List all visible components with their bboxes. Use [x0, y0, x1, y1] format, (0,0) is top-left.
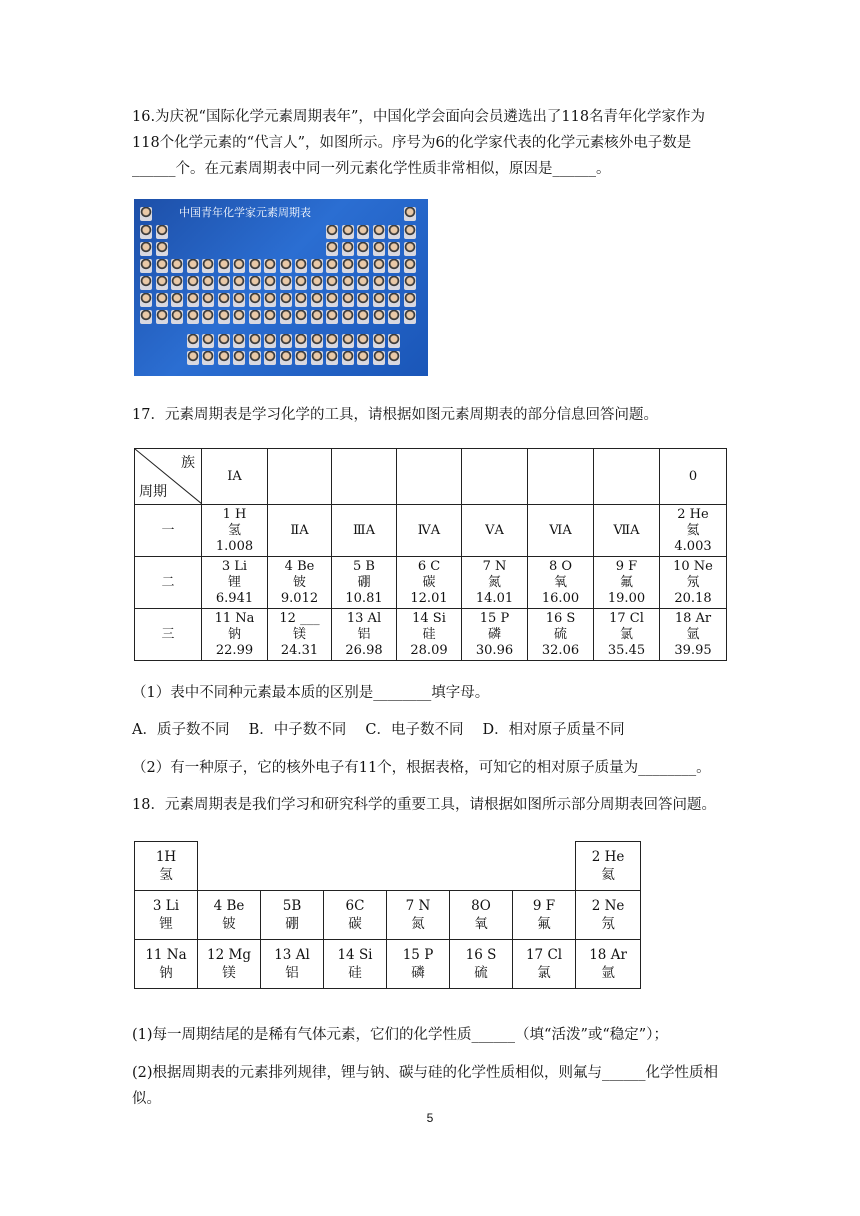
portrait — [388, 334, 400, 348]
element-cell — [513, 891, 576, 940]
element-symbol: 12 Mg — [207, 947, 251, 963]
portrait — [140, 207, 152, 221]
portrait — [202, 259, 214, 273]
portrait — [295, 334, 307, 348]
element-cell — [513, 940, 576, 989]
element-name: 氦 — [601, 867, 615, 883]
element-cell — [528, 609, 594, 661]
element-symbol: 9 F — [532, 898, 556, 914]
q18-sub2: (2)根据周期表的元素排列规律，锂与钠、碳与硅的化学性质相似，则氟与______化学性质相似。 — [132, 1065, 719, 1107]
portrait — [295, 293, 307, 307]
portrait — [326, 293, 338, 307]
element-cell — [268, 557, 332, 609]
portrait — [388, 310, 400, 324]
element-cell — [594, 557, 660, 609]
portrait — [218, 334, 230, 348]
portrait — [249, 259, 261, 273]
portrait — [388, 293, 400, 307]
portrait — [233, 276, 245, 290]
portrait — [140, 310, 152, 324]
element-cell — [332, 609, 397, 661]
element-name: 氩 — [601, 965, 615, 981]
portrait — [311, 276, 323, 290]
portrait — [357, 276, 369, 290]
element-mass: 19.00 — [607, 590, 646, 606]
group-header-1a: ⅠA — [202, 449, 268, 505]
group-header-5a: ⅤA — [462, 505, 528, 557]
portrait — [311, 310, 323, 324]
empty-cell — [397, 449, 462, 505]
element-symbol: 6C — [345, 898, 365, 914]
portrait — [140, 225, 152, 239]
portrait — [187, 276, 199, 290]
element-name: 氖 — [601, 916, 615, 932]
portrait — [264, 259, 276, 273]
element-symbol: 12 ___ — [279, 610, 320, 626]
portrait — [311, 293, 323, 307]
portrait — [357, 334, 369, 348]
period-label: 周期 — [139, 484, 167, 500]
portrait — [264, 293, 276, 307]
portrait — [156, 225, 168, 239]
portrait — [404, 310, 416, 324]
group-header-4a: ⅣA — [397, 505, 462, 557]
element-mass: 16.00 — [541, 590, 580, 606]
element-mass: 20.18 — [674, 590, 712, 606]
element-name: 硅 — [348, 965, 362, 981]
group-label: 族 — [181, 455, 195, 471]
element-name: 镁 — [222, 965, 236, 981]
element-symbol: 16 S — [545, 610, 576, 626]
portrait — [326, 351, 338, 365]
periodic-table-q18 — [134, 841, 641, 989]
element-cell — [528, 557, 594, 609]
portrait — [280, 276, 292, 290]
portrait — [357, 351, 369, 365]
portrait — [140, 293, 152, 307]
element-symbol: 2 He — [591, 849, 625, 865]
portrait — [404, 242, 416, 256]
period-1-label: 一 — [135, 505, 202, 557]
element-name: 铝 — [357, 626, 371, 642]
element-symbol: 10 Ne — [673, 558, 713, 574]
portrait — [249, 276, 261, 290]
element-symbol: 6 C — [417, 558, 441, 574]
element-name: 铝 — [285, 965, 299, 981]
element-name: 氢 — [227, 522, 241, 538]
element-symbol: 15 P — [402, 947, 434, 963]
element-name: 硼 — [285, 916, 299, 932]
portrait — [202, 276, 214, 290]
portrait — [357, 225, 369, 239]
element-symbol: 2 He — [677, 506, 709, 522]
element-symbol: 17 Cl — [609, 610, 644, 626]
element-cell — [462, 609, 528, 661]
element-name: 硼 — [357, 574, 371, 590]
portrait — [326, 334, 338, 348]
element-mass: 22.99 — [215, 642, 254, 658]
portrait — [311, 351, 323, 365]
element-mass: 1.008 — [215, 538, 254, 554]
element-name: 氯 — [619, 626, 633, 642]
portrait — [249, 293, 261, 307]
element-symbol: 3 Li — [221, 558, 248, 574]
portrait — [280, 310, 292, 324]
element-cell-he — [576, 842, 641, 891]
element-cell — [268, 609, 332, 661]
element-cell — [397, 609, 462, 661]
element-symbol: 7 N — [405, 898, 431, 914]
element-mass: 4.003 — [674, 538, 712, 554]
portrait — [388, 351, 400, 365]
portrait — [156, 242, 168, 256]
portrait — [187, 351, 199, 365]
element-name: 铍 — [222, 916, 236, 932]
element-symbol: 13 Al — [346, 610, 382, 626]
q17-sub2: （2）有一种原子，它的核外电子有11个，根据表格，可知它的相对原子质量为________。 — [132, 760, 711, 776]
element-name: 磷 — [411, 965, 425, 981]
portrait — [280, 259, 292, 273]
empty-cell — [528, 449, 594, 505]
element-symbol: 3 Li — [152, 898, 180, 914]
portrait — [156, 310, 168, 324]
element-mass: 6.941 — [215, 590, 254, 606]
element-cell — [387, 891, 450, 940]
element-cell — [135, 940, 198, 989]
portrait — [280, 293, 292, 307]
portrait — [233, 310, 245, 324]
question-17-text: 17．元素周期表是学习化学的工具，请根据如图元素周期表的部分信息回答问题。 — [132, 407, 658, 423]
element-mass: 32.06 — [541, 642, 580, 658]
portrait — [202, 351, 214, 365]
portrait — [373, 293, 385, 307]
portrait — [156, 259, 168, 273]
portrait — [156, 276, 168, 290]
element-name: 碳 — [422, 574, 436, 590]
element-cell — [324, 891, 387, 940]
element-name: 氮 — [487, 574, 501, 590]
element-symbol: 9 F — [615, 558, 638, 574]
group-header-0: 0 — [660, 449, 727, 505]
question-16-text: 16.为庆祝“国际化学元素周期表年”，中国化学会面向会员遴选出了118名青年化学家作为118个化学元素的“代言人”，如图所示。序号为6的化学家代表的化学元素核外电子数是______个。在元素周期表中同一列元素化学性质非常相似，原因是______。 — [132, 109, 706, 177]
page-number: 5 — [426, 1111, 434, 1125]
portrait — [264, 310, 276, 324]
element-cell — [450, 891, 513, 940]
element-name: 氧 — [474, 916, 488, 932]
element-mass: 14.01 — [475, 590, 514, 606]
empty-region — [198, 842, 576, 891]
element-name: 铍 — [292, 574, 306, 590]
portrait — [202, 310, 214, 324]
element-symbol: 11 Na — [214, 610, 255, 626]
empty-cell — [594, 449, 660, 505]
element-mass: 28.09 — [410, 642, 448, 658]
portrait — [187, 334, 199, 348]
element-symbol: 1H — [155, 849, 177, 865]
portrait — [373, 225, 385, 239]
element-symbol: 5B — [282, 898, 302, 914]
portrait — [249, 351, 261, 365]
element-cell — [462, 557, 528, 609]
portrait — [373, 310, 385, 324]
group-header-7a: ⅦA — [594, 505, 660, 557]
element-cell — [576, 891, 641, 940]
element-name: 氢 — [159, 867, 173, 883]
empty-cell — [332, 449, 397, 505]
element-name: 氟 — [619, 574, 633, 590]
element-mass: 39.95 — [674, 642, 712, 658]
element-cell-h — [135, 842, 198, 891]
portrait — [404, 276, 416, 290]
portrait — [388, 225, 400, 239]
portrait — [373, 276, 385, 290]
portrait — [171, 293, 183, 307]
period-3-label: 三 — [135, 609, 202, 661]
portrait — [311, 334, 323, 348]
element-symbol: 1 H — [222, 506, 247, 522]
portrait — [202, 334, 214, 348]
portrait — [357, 293, 369, 307]
portrait — [218, 259, 230, 273]
element-name: 氮 — [411, 916, 425, 932]
portrait — [404, 225, 416, 239]
portrait — [404, 293, 416, 307]
element-symbol: 8O — [471, 898, 491, 914]
portrait — [357, 259, 369, 273]
element-symbol: 18 Ar — [589, 947, 627, 963]
portrait — [326, 310, 338, 324]
portrait — [171, 259, 183, 273]
portrait — [342, 276, 354, 290]
portrait — [357, 242, 369, 256]
element-name: 氩 — [686, 626, 700, 642]
element-name: 硫 — [553, 626, 567, 642]
element-cell-he — [660, 505, 727, 557]
element-cell — [261, 940, 324, 989]
group-header-2a: ⅡA — [268, 505, 332, 557]
image-title: 中国青年化学家元素周期表 — [179, 206, 311, 219]
portrait — [295, 259, 307, 273]
portrait — [264, 276, 276, 290]
portrait — [187, 310, 199, 324]
group-header-3a: ⅢA — [332, 505, 397, 557]
element-cell — [387, 940, 450, 989]
portrait — [264, 351, 276, 365]
element-name: 氖 — [686, 574, 700, 590]
portrait — [233, 351, 245, 365]
element-mass: 10.81 — [345, 590, 383, 606]
portrait — [295, 310, 307, 324]
table-corner-cell — [135, 449, 202, 505]
portrait — [342, 293, 354, 307]
portrait — [373, 242, 385, 256]
chemist-periodic-table-image — [134, 199, 428, 376]
element-cell — [594, 609, 660, 661]
element-name: 氧 — [553, 574, 567, 590]
q18-sub1: (1)每一周期结尾的是稀有气体元素，它们的化学性质______（填“活泼”或“稳定”）； — [132, 1027, 668, 1043]
portrait — [388, 259, 400, 273]
element-symbol: 4 Be — [213, 898, 245, 914]
element-name: 碳 — [348, 916, 362, 932]
portrait — [218, 276, 230, 290]
portrait — [187, 293, 199, 307]
element-mass: 9.012 — [280, 590, 319, 606]
periodic-table-q17 — [134, 448, 727, 661]
element-symbol: 18 Ar — [674, 610, 712, 626]
element-cell — [202, 557, 268, 609]
element-symbol: 11 Na — [145, 947, 187, 963]
portrait — [373, 259, 385, 273]
element-cell — [660, 609, 727, 661]
element-mass: 24.31 — [280, 642, 319, 658]
element-name: 氯 — [537, 965, 551, 981]
element-cell — [261, 891, 324, 940]
element-name: 镁 — [292, 626, 306, 642]
q17-options: A．质子数不同 B．中子数不同 C．电子数不同 D．相对原子质量不同 — [132, 722, 625, 738]
element-symbol: 13 Al — [274, 947, 310, 963]
element-name: 氟 — [537, 916, 551, 932]
element-symbol: 5 B — [353, 558, 375, 574]
empty-cell — [462, 449, 528, 505]
element-cell — [135, 891, 198, 940]
element-symbol: 2 Ne — [591, 898, 625, 914]
empty-cell — [268, 449, 332, 505]
portrait — [373, 351, 385, 365]
portrait — [326, 225, 338, 239]
element-symbol: 7 N — [482, 558, 507, 574]
element-symbol: 15 P — [479, 610, 510, 626]
portrait — [342, 310, 354, 324]
portrait — [295, 276, 307, 290]
element-cell — [198, 891, 261, 940]
portrait — [342, 242, 354, 256]
portrait — [264, 334, 276, 348]
element-name: 锂 — [159, 916, 173, 932]
portrait — [404, 259, 416, 273]
portrait — [342, 225, 354, 239]
period-2-label: 二 — [135, 557, 202, 609]
portrait — [218, 351, 230, 365]
portrait — [140, 242, 152, 256]
portrait — [373, 334, 385, 348]
question-18-text: 18．元素周期表是我们学习和研究科学的重要工具，请根据如图所示部分周期表回答问题。 — [132, 797, 716, 813]
element-name: 磷 — [487, 626, 501, 642]
element-mass: 12.01 — [410, 590, 448, 606]
portrait — [342, 334, 354, 348]
element-symbol: 14 Si — [412, 610, 446, 626]
element-name: 硅 — [422, 626, 436, 642]
portrait — [326, 276, 338, 290]
element-name: 锂 — [227, 574, 241, 590]
element-cell — [397, 557, 462, 609]
portrait — [326, 259, 338, 273]
element-mass: 30.96 — [475, 642, 514, 658]
portrait — [249, 310, 261, 324]
portrait — [342, 351, 354, 365]
q17-sub1: （1）表中不同种元素最本质的区别是________填字母。 — [132, 685, 490, 701]
element-cell — [198, 940, 261, 989]
portrait — [156, 293, 168, 307]
element-name: 硫 — [474, 965, 488, 981]
element-mass: 35.45 — [607, 642, 646, 658]
element-symbol: 16 S — [465, 947, 497, 963]
element-cell — [450, 940, 513, 989]
portrait — [218, 310, 230, 324]
portrait — [249, 334, 261, 348]
portrait — [233, 293, 245, 307]
portrait — [171, 310, 183, 324]
element-cell — [332, 557, 397, 609]
element-mass: 26.98 — [345, 642, 383, 658]
portrait — [218, 293, 230, 307]
portrait — [187, 259, 199, 273]
portrait — [295, 351, 307, 365]
portrait — [202, 293, 214, 307]
element-symbol: 4 Be — [284, 558, 315, 574]
portrait — [342, 259, 354, 273]
portrait — [311, 259, 323, 273]
element-name: 钠 — [227, 626, 241, 642]
portrait — [171, 276, 183, 290]
element-cell — [576, 940, 641, 989]
portrait — [280, 334, 292, 348]
portrait — [357, 310, 369, 324]
portrait — [140, 276, 152, 290]
portrait — [404, 207, 416, 221]
portrait — [140, 259, 152, 273]
element-symbol: 17 Cl — [525, 947, 563, 963]
portrait — [388, 276, 400, 290]
element-symbol: 8 O — [548, 558, 573, 574]
element-cell — [324, 940, 387, 989]
element-cell — [660, 557, 727, 609]
element-symbol: 14 Si — [337, 947, 373, 963]
element-cell-h — [202, 505, 268, 557]
element-name: 钠 — [159, 965, 173, 981]
portrait — [233, 334, 245, 348]
element-name: 氦 — [686, 522, 700, 538]
group-header-6a: ⅥA — [528, 505, 594, 557]
portrait — [280, 351, 292, 365]
portrait — [388, 242, 400, 256]
element-cell — [202, 609, 268, 661]
portrait — [326, 242, 338, 256]
portrait — [233, 259, 245, 273]
